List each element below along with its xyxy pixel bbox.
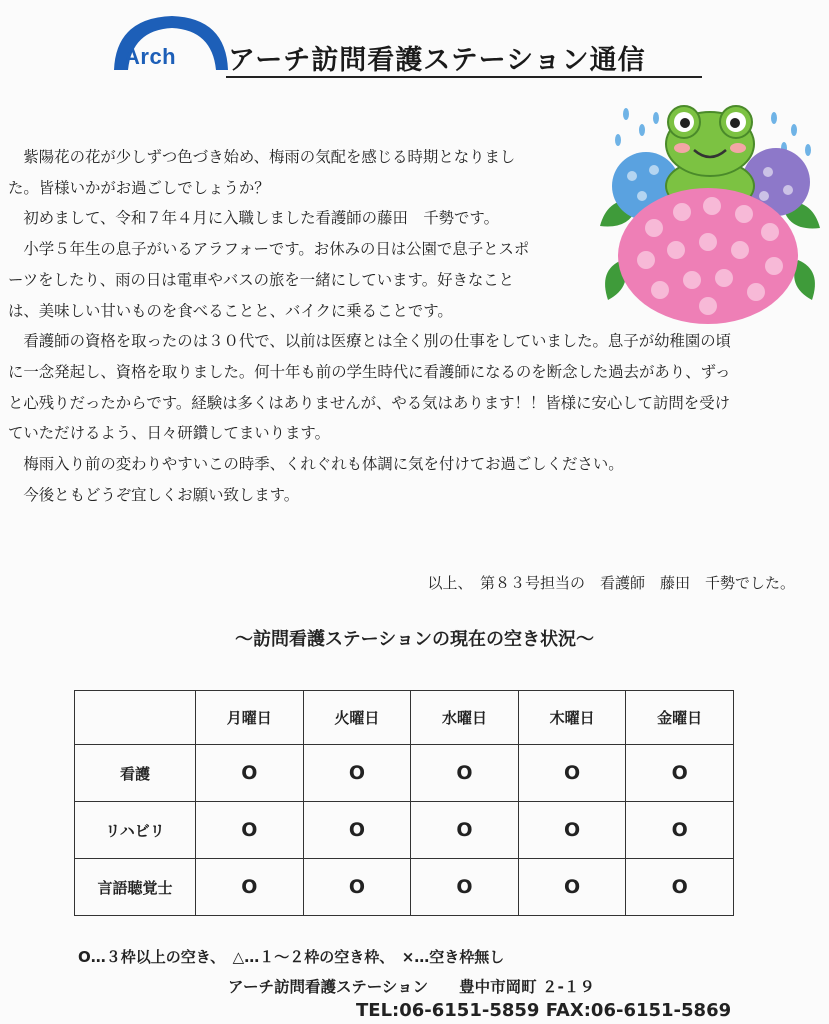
- service-label: 言語聴覚士: [75, 859, 196, 916]
- body-line: 今後ともどうぞ宜しくお願い致します。: [8, 485, 300, 504]
- day-header: 金曜日: [626, 691, 734, 745]
- availability-mark: O: [196, 859, 304, 916]
- availability-mark: O: [196, 745, 304, 802]
- table-row: [75, 859, 734, 916]
- availability-mark: O: [518, 859, 626, 916]
- availability-heading: ～訪問看護ステーションの現在の空き状況～: [235, 629, 594, 650]
- availability-mark: O: [518, 745, 626, 802]
- body-line: た。皆様いかがお過ごしでしょうか？: [8, 178, 270, 197]
- body-line: に一念発起し、資格を取りました。何十年も前の学生時代に看護師になるのを断念した過去があり、ずっ: [8, 362, 731, 381]
- body-line: 看護師の資格を取ったのは３０代で、以前は医療とは全く別の仕事をしていました。息子が幼稚園の頃: [8, 332, 732, 351]
- day-header: 木曜日: [518, 691, 626, 745]
- body-line: 初めまして、令和７年４月に入職しました看護師の藤田 千勢です。: [8, 209, 499, 228]
- body-line: 紫陽花の花が少しずつ色づき始め、梅雨の気配を感じる時期となりまし: [8, 148, 516, 166]
- body-line: ていただけるよう、日々研鑽してまいります。: [8, 424, 330, 443]
- arch-logo: [112, 14, 230, 72]
- availability-legend: O…３枠以上の空き、 △…１～２枠の空き枠、 ×…空き枠無し: [78, 948, 505, 966]
- availability-mark: O: [626, 745, 734, 802]
- body-line: ーツをしたり、雨の日は電車やバスの旅を一緒にしています。好きなこと: [8, 270, 515, 289]
- table-header-row: [75, 691, 734, 745]
- availability-mark: O: [518, 802, 626, 859]
- logo-text: Arch: [124, 44, 177, 69]
- service-label: 看護: [75, 745, 196, 802]
- table-row: [75, 745, 734, 802]
- title-underline: [226, 76, 702, 78]
- availability-mark: O: [196, 802, 304, 859]
- newsletter-title: アーチ訪問看護ステーション通信: [228, 45, 646, 76]
- contact-numbers: TEL:06-6151-5859 FAX:06-6151-5869: [356, 1000, 732, 1021]
- body-line: 小学５年生の息子がいるアラフォーです。お休みの日は公園で息子とスポ: [8, 240, 530, 259]
- closing-signature: 以上、 第８３号担当の 看護師 藤田 千勢でした。: [427, 574, 795, 592]
- body-line: と心残りだったからです。経験は多くはありませんが、やる気はあります！！皆様に安心して訪問を受け: [8, 393, 730, 412]
- availability-mark: O: [411, 859, 519, 916]
- availability-mark: O: [303, 802, 411, 859]
- day-header: 月曜日: [196, 691, 304, 745]
- availability-table: [74, 690, 734, 916]
- availability-mark: O: [303, 745, 411, 802]
- availability-mark: O: [411, 802, 519, 859]
- article-body: [8, 142, 798, 510]
- availability-mark: O: [626, 859, 734, 916]
- table-row: [75, 802, 734, 859]
- availability-mark: O: [303, 859, 411, 916]
- day-header: 水曜日: [411, 691, 519, 745]
- body-line: 梅雨入り前の変わりやすいこの時季、くれぐれも体調に気を付けてお過ごしください。: [8, 455, 624, 474]
- service-label: リハビリ: [75, 802, 196, 859]
- station-address: アーチ訪問看護ステーション 豊中市岡町 ２-１９: [228, 978, 595, 996]
- day-header: 火曜日: [303, 691, 411, 745]
- availability-mark: O: [411, 745, 519, 802]
- body-line: は、美味しい甘いものを食べることと、バイクに乗ることです。: [8, 301, 453, 320]
- table-corner-cell: [75, 691, 196, 745]
- availability-mark: O: [626, 802, 734, 859]
